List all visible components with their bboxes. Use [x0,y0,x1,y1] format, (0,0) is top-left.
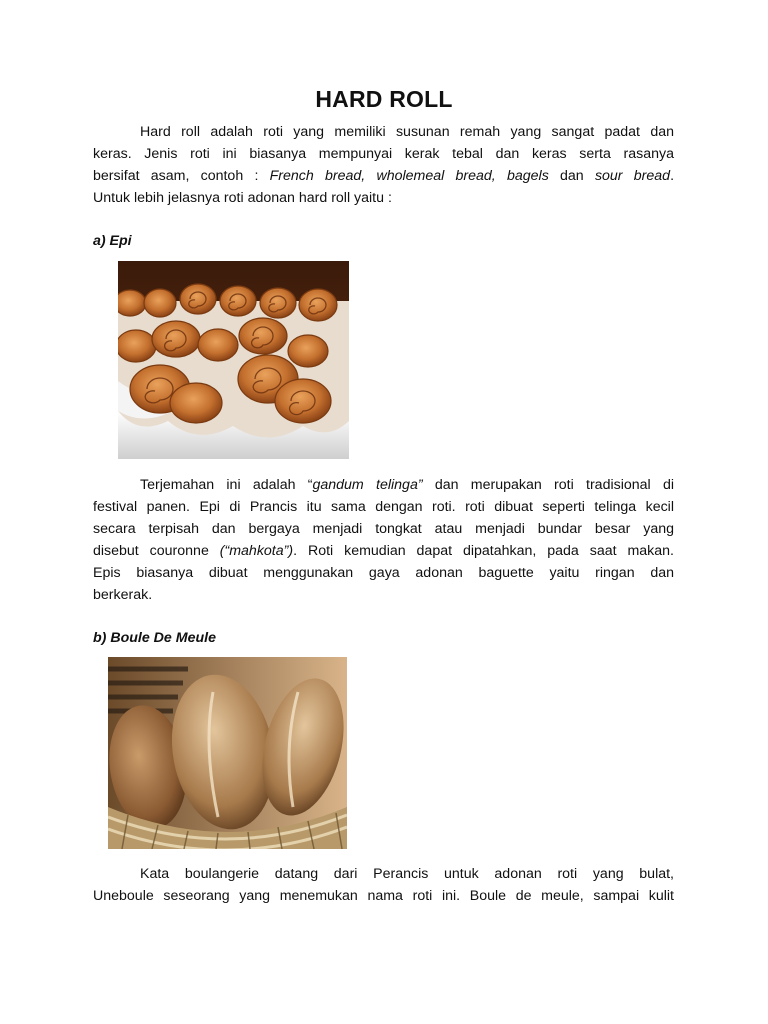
boule-line-2: Uneboule seseorang yang menemukan nama roti ini. Boule de meule, sampai kulit [93,888,674,904]
epi-line-1: Terjemahan ini adalah “gandum telinga” dan merupakan roti tradisional di [140,477,674,493]
epi-bread-photo [118,261,349,459]
epi-line-4: disebut couronne (“mahkota”). Roti kemudian dapat dipatahkan, pada saat makan. [93,543,674,559]
epi-paragraph [93,474,674,606]
intro-line-3: bersifat asam, contoh : French bread, wholemeal bread, bagels dan sour bread. [93,168,675,184]
intro-line-2: keras. Jenis roti ini biasanya mempunyai kerak tebal dan keras serta rasanya [93,146,674,162]
epi-line-6: berkerak. [93,587,153,603]
epi-line-3: secara terpisah dan bergaya menjadi tongkat atau menjadi bundar besar yang [93,521,674,537]
boule-line-1: Kata boulangerie datang dari Perancis untuk adonan roti yang bulat, [140,866,674,882]
intro-line-4: Untuk lebih jelasnya roti adonan hard roll yaitu : [93,190,392,206]
epi-line-5: Epis biasanya dibuat menggunakan gaya adonan baguette yaitu ringan dan [93,565,674,581]
boule-paragraph [93,863,674,907]
boule-de-meule-photo [108,657,347,849]
page-title: HARD ROLL [315,86,453,112]
intro-line-1: Hard roll adalah roti yang memiliki susunan remah yang sangat padat dan [140,124,674,140]
epi-line-2: festival panen. Epi di Prancis itu sama dengan roti. roti dibuat seperti telinga kecil [93,499,674,515]
section-heading-epi: a) Epi [93,233,132,249]
section-heading-boule-de-meule: b) Boule De Meule [93,630,216,646]
intro-paragraph [93,121,674,209]
